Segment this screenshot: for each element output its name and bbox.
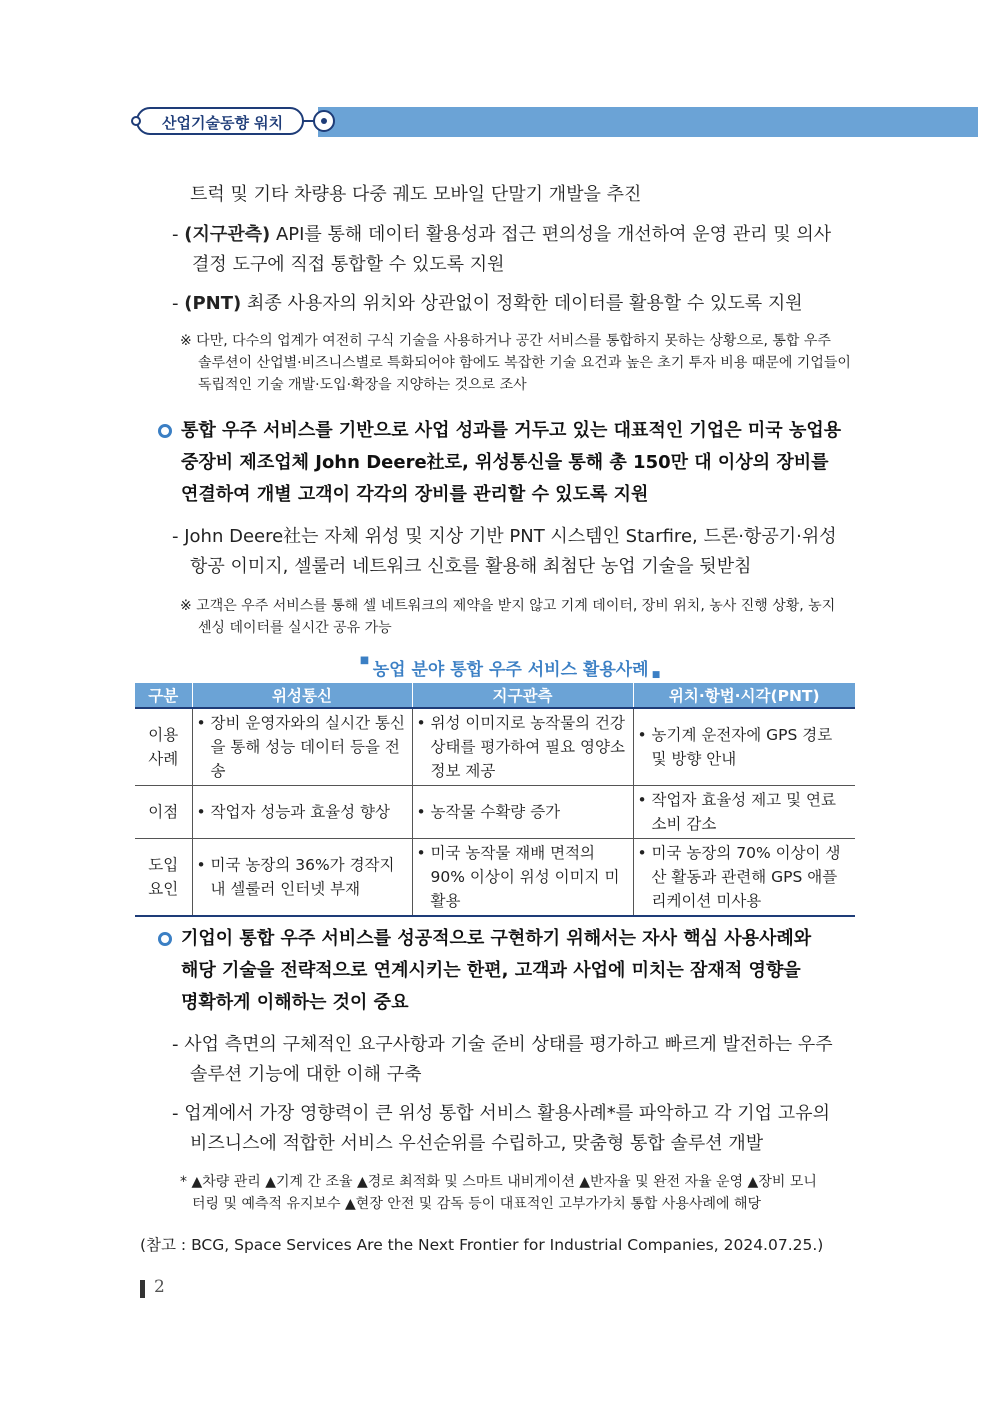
bullet-circle-icon [158,424,172,438]
bullet2-line2: 해당 기술을 전략적으로 연계시키는 한편, 고객과 사업에 미치는 잠재적 영향을 [181,960,801,981]
table-caption-text: 농업 분야 통합 우주 서비스 활용사례 [372,660,649,680]
bullet2-line3: 명확하게 이해하는 것이 중요 [181,992,409,1013]
bullet1-line2: 중장비 제조업체 John Deere社로, 위성통신을 통해 총 150만 대 이상의 장비를 [181,452,829,473]
pnt-label: (PNT) [184,293,242,314]
table-row [135,839,855,917]
bullet2-sub2-text: 업계에서 가장 영향력이 큰 위성 통합 서비스 활용사례*를 파악하고 각 기업 고유의 [184,1103,830,1124]
header-dot-right-icon [313,110,335,132]
bullet-circle-icon [158,932,172,946]
usage-case-table [135,683,855,917]
table-row [135,708,855,786]
bullet1-note-line1: ※ 고객은 우주 서비스를 통해 셀 네트워크의 제약을 받지 않고 기계 데이터, 장비 위치, 농사 진행 상황, 농지 [180,598,836,614]
continuation-line: 트럭 및 기타 차량용 다중 궤도 모바일 단말기 개발을 추진 [190,184,642,205]
bullet1-line3: 연결하여 개별 고객이 각각의 장비를 관리할 수 있도록 지원 [181,484,649,505]
footnote-line1: * ▲차량 관리 ▲기계 간 조율 ▲경로 최적화 및 스마트 내비게이션 ▲반자율 및 완전 자율 운영 ▲장비 모니 [180,1174,817,1190]
header-bar [318,107,978,137]
table-caption: ■ 농업 분야 통합 우주 서비스 활용사례 ■ [359,655,661,680]
table-cell: • 미국 농장의 70% 이상이 생산 활동과 관련해 GPS 애플리케이션 미사용 [633,839,855,917]
bullet2-sub1-text: 사업 측면의 구체적인 요구사항과 기술 준비 상태를 평가하고 빠르게 발전하는 우주 [184,1034,833,1055]
bullet2-line1: 기업이 통합 우주 서비스를 성공적으로 구현하기 위해서는 자사 핵심 사용사례와 [181,928,812,949]
note1-line1: ※ 다만, 다수의 업계가 여전히 구식 기술을 사용하거나 공간 서비스를 통합하지 못하는 상황으로, 통합 우주 [180,333,831,349]
table-header-satcom: 위성통신 [192,683,412,708]
table-row [135,786,855,839]
header-dot-left-icon [131,116,141,126]
earth-label: (지구관측) [184,224,271,245]
page-marker [140,1280,145,1298]
pnt-text-line1: 최종 사용자의 위치와 상관없이 정확한 데이터를 활용할 수 있도록 지원 [241,293,803,314]
earth-text-line2: 결정 도구에 직접 통합할 수 있도록 지원 [192,254,505,275]
note1-line3: 독립적인 기술 개발·도입·확장을 지양하는 것으로 조사 [198,377,527,393]
note1-line2: 솔루션이 산업별·비즈니스별로 특화되어야 함에도 복잡한 기술 요건과 높은 초기 투자 비용 때문에 기업들이 [198,355,851,371]
table-header-category: 구분 [135,683,192,708]
bullet1-sub-line2: 항공 이미지, 셀룰러 네트워크 신호를 활용해 최첨단 농업 기술을 뒷받침 [190,556,752,577]
bullet1-sub-text1: John Deere社는 자체 위성 및 지상 기반 PNT 시스템인 Starfire, 드론·항공기·위성 [184,526,837,547]
table-cell: • 작업자 성능과 효율성 향상 [192,786,412,839]
row-label: 이점 [135,786,192,839]
table-header-earth-obs: 지구관측 [412,683,633,708]
table-cell: • 미국 농장의 36%가 경작지 내 셀룰러 인터넷 부재 [192,839,412,917]
table-cell: • 농기계 운전자에 GPS 경로 및 방향 안내 [633,708,855,786]
table-cell: • 작업자 효율성 제고 및 연료 소비 감소 [633,786,855,839]
bullet1-note-line2: 센싱 데이터를 실시간 공유 가능 [198,620,392,636]
table-cell: • 미국 농작물 재배 면적의 90% 이상이 위성 이미지 미활용 [412,839,633,917]
row-label: 이용 사례 [135,708,192,786]
bullet1-line1: 통합 우주 서비스를 기반으로 사업 성과를 거두고 있는 대표적인 기업은 미국 농업용 [181,420,842,441]
dash-pnt: - (PNT) 최종 사용자의 위치와 상관없이 정확한 데이터를 활용할 수 있도록 지원 [172,293,803,314]
earth-text-line1: API를 통해 데이터 활용성과 접근 편의성을 개선하여 운영 관리 및 의사 [270,224,832,245]
header-title: 산업기술동향 워치 [162,114,284,132]
table-cell: • 위성 이미지로 농작물의 건강 상태를 평가하여 필요 영양소 정보 제공 [412,708,633,786]
page-number: 2 [154,1277,165,1297]
reference-note: (참고 : BCG, Space Services Are the Next Frontier for Industrial Companies, 2024.07.25.) [140,1236,824,1254]
dash-earth-observation: - (지구관측) API를 통해 데이터 활용성과 접근 편의성을 개선하여 운영 관리 및 의사 [172,224,832,245]
bullet2-sub1-line1: - 사업 측면의 구체적인 요구사항과 기술 준비 상태를 평가하고 빠르게 발전하는 우주 [172,1034,833,1055]
table-header-pnt: 위치·항법·시각(PNT) [633,683,855,708]
table-cell: • 농작물 수확량 증가 [412,786,633,839]
bullet2-sub2-line1: - 업계에서 가장 영향력이 큰 위성 통합 서비스 활용사례*를 파악하고 각 기업 고유의 [172,1103,830,1124]
footnote-line2: 터링 및 예측적 유지보수 ▲현장 안전 및 감독 등이 대표적인 고부가가치 통합 사용사례에 해당 [192,1196,762,1212]
bullet2-sub1-line2: 솔루션 기능에 대한 이해 구축 [190,1064,422,1085]
bullet2-sub2-line2: 비즈니스에 적합한 서비스 우선순위를 수립하고, 맞춤형 통합 솔루션 개발 [190,1133,764,1154]
table-cell: • 장비 운영자와의 실시간 통신을 통해 성능 데이터 등을 전송 [192,708,412,786]
row-label: 도입 요인 [135,839,192,917]
bullet1-sub-line1: - John Deere社는 자체 위성 및 지상 기반 PNT 시스템인 Starfire, 드론·항공기·위성 [172,526,837,547]
